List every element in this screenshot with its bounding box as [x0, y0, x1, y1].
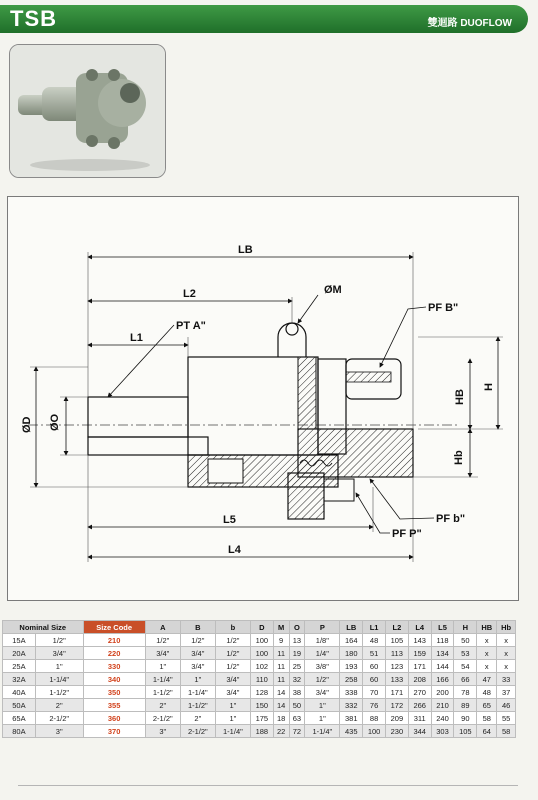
label-lb: LB	[238, 244, 253, 256]
table-cell: 37	[497, 686, 516, 699]
table-cell: 1/2"	[35, 634, 83, 647]
table-cell: 65A	[3, 712, 36, 725]
table-cell: 22	[273, 725, 289, 738]
table-cell: 11	[273, 647, 289, 660]
table-cell: 1/2"	[215, 647, 250, 660]
size-code-cell: 360	[83, 712, 145, 725]
table-cell: 65	[477, 699, 497, 712]
table-header-cell: L4	[408, 621, 431, 634]
table-cell: 3/4"	[215, 673, 250, 686]
table-cell: 18	[273, 712, 289, 725]
table-cell: 193	[340, 660, 363, 673]
table-cell: 209	[386, 712, 409, 725]
table-cell: 70	[363, 686, 386, 699]
table-cell: 1-1/4"	[145, 673, 180, 686]
label-d: ØD	[21, 416, 33, 433]
table-row	[3, 647, 516, 660]
size-code-cell: 350	[83, 686, 145, 699]
table-header-cell: HB	[477, 621, 497, 634]
table-cell: 1"	[180, 673, 215, 686]
table-cell: 1-1/4"	[215, 725, 250, 738]
rotary-joint-photo-icon	[10, 45, 165, 177]
table-cell: 175	[250, 712, 273, 725]
table-cell: 180	[340, 647, 363, 660]
table-row	[3, 634, 516, 647]
table-cell: 14	[273, 686, 289, 699]
table-cell: 9	[273, 634, 289, 647]
table-cell: 118	[431, 634, 454, 647]
label-pf-p: PF P"	[392, 528, 422, 540]
table-row	[3, 673, 516, 686]
table-cell: 60	[363, 660, 386, 673]
table-cell: 55	[497, 712, 516, 725]
table-cell: 58	[497, 725, 516, 738]
table-cell: 171	[386, 686, 409, 699]
table-cell: 105	[454, 725, 477, 738]
table-cell: 46	[497, 699, 516, 712]
table-cell: 80A	[3, 725, 36, 738]
spec-table-header	[3, 621, 516, 634]
table-cell: 2-1/2"	[35, 712, 83, 725]
table-cell: 1"	[215, 712, 250, 725]
table-cell: 270	[408, 686, 431, 699]
product-photo	[9, 44, 166, 178]
table-cell: 1"	[305, 699, 340, 712]
table-cell: 50	[454, 634, 477, 647]
table-cell: 102	[250, 660, 273, 673]
table-cell: 76	[363, 699, 386, 712]
label-pt-a: PT A"	[176, 320, 206, 332]
table-cell: 144	[431, 660, 454, 673]
label-l5: L5	[223, 514, 236, 526]
table-cell: 89	[454, 699, 477, 712]
label-hb-lower: Hb	[453, 450, 465, 465]
spec-table	[2, 620, 516, 738]
label-hb-upper: HB	[454, 389, 466, 405]
table-cell: 435	[340, 725, 363, 738]
table-cell: 40A	[3, 686, 36, 699]
table-cell: 3"	[35, 725, 83, 738]
table-cell: 90	[454, 712, 477, 725]
technical-drawing	[7, 196, 519, 601]
table-cell: 14	[273, 699, 289, 712]
table-cell: 110	[250, 673, 273, 686]
table-cell: 54	[454, 660, 477, 673]
table-cell: 19	[289, 647, 305, 660]
table-header-cell: A	[145, 621, 180, 634]
table-cell: 100	[363, 725, 386, 738]
table-cell: 266	[408, 699, 431, 712]
table-cell: 3/4"	[180, 647, 215, 660]
table-cell: 1/2"	[180, 634, 215, 647]
table-cell: 1-1/2"	[180, 699, 215, 712]
table-cell: 60	[363, 673, 386, 686]
table-header-cell: P	[305, 621, 340, 634]
table-cell: 3/8"	[305, 660, 340, 673]
table-cell: x	[497, 647, 516, 660]
label-h: H	[483, 383, 495, 391]
size-code-cell: 340	[83, 673, 145, 686]
table-cell: 63	[289, 712, 305, 725]
table-row	[3, 686, 516, 699]
table-cell: 150	[250, 699, 273, 712]
table-cell: 1/4"	[305, 647, 340, 660]
table-cell: 1/2"	[145, 634, 180, 647]
table-cell: 25	[289, 660, 305, 673]
table-cell: 208	[408, 673, 431, 686]
table-cell: x	[497, 660, 516, 673]
label-l1: L1	[130, 332, 143, 344]
table-cell: 128	[250, 686, 273, 699]
table-header-cell: Hb	[497, 621, 516, 634]
table-cell: 25A	[3, 660, 36, 673]
table-cell: 171	[408, 660, 431, 673]
table-cell: 2"	[180, 712, 215, 725]
label-l2: L2	[183, 288, 196, 300]
table-cell: 1-1/4"	[305, 725, 340, 738]
table-cell: 53	[454, 647, 477, 660]
table-cell: 50A	[3, 699, 36, 712]
table-cell: 13	[289, 634, 305, 647]
table-cell: 303	[431, 725, 454, 738]
table-cell: 258	[340, 673, 363, 686]
table-cell: x	[477, 660, 497, 673]
spec-table-body	[3, 634, 516, 738]
label-o: ØO	[49, 413, 61, 431]
table-row	[3, 660, 516, 673]
table-cell: 240	[431, 712, 454, 725]
table-cell: x	[477, 634, 497, 647]
table-cell: 172	[386, 699, 409, 712]
table-cell: 143	[408, 634, 431, 647]
table-cell: 230	[386, 725, 409, 738]
table-cell: 1"	[35, 660, 83, 673]
table-cell: 100	[250, 647, 273, 660]
table-cell: 200	[431, 686, 454, 699]
table-cell: 3/4"	[215, 686, 250, 699]
size-code-cell: 330	[83, 660, 145, 673]
table-cell: 48	[363, 634, 386, 647]
table-row	[3, 725, 516, 738]
table-cell: 1"	[215, 699, 250, 712]
label-pf-b-small: PF b"	[436, 513, 466, 525]
table-cell: 2"	[35, 699, 83, 712]
size-code-cell: 220	[83, 647, 145, 660]
table-cell: 381	[340, 712, 363, 725]
size-code-cell: 370	[83, 725, 145, 738]
table-header-cell: D	[250, 621, 273, 634]
table-header-cell: M	[273, 621, 289, 634]
table-cell: 188	[250, 725, 273, 738]
header-bar	[0, 5, 528, 33]
table-cell: 133	[386, 673, 409, 686]
table-cell: 123	[386, 660, 409, 673]
table-cell: 48	[477, 686, 497, 699]
table-cell: 50	[289, 699, 305, 712]
table-header-cell: O	[289, 621, 305, 634]
label-l4: L4	[228, 544, 241, 556]
table-header-cell: b	[215, 621, 250, 634]
table-cell: 159	[408, 647, 431, 660]
table-cell: 1-1/2"	[145, 686, 180, 699]
table-cell: 2"	[145, 699, 180, 712]
table-cell: 1-1/2"	[35, 686, 83, 699]
table-cell: 113	[386, 647, 409, 660]
table-cell: 338	[340, 686, 363, 699]
table-cell: 3/4"	[145, 647, 180, 660]
table-cell: 1/2"	[215, 660, 250, 673]
table-cell: 1"	[145, 660, 180, 673]
table-cell: 3"	[145, 725, 180, 738]
table-cell: 3/4"	[305, 686, 340, 699]
label-m: ØM	[324, 284, 342, 296]
table-cell: 311	[408, 712, 431, 725]
footer-divider	[18, 785, 518, 786]
table-cell: 1/2"	[305, 673, 340, 686]
table-header-cell: B	[180, 621, 215, 634]
table-header-cell: Nominal Size	[3, 621, 84, 634]
table-cell: 210	[431, 699, 454, 712]
table-cell: 78	[454, 686, 477, 699]
table-cell: 15A	[3, 634, 36, 647]
table-cell: 58	[477, 712, 497, 725]
label-pf-b: PF B"	[428, 302, 459, 314]
table-cell: 100	[250, 634, 273, 647]
table-cell: 1/2"	[215, 634, 250, 647]
table-cell: 88	[363, 712, 386, 725]
table-header-cell: L1	[363, 621, 386, 634]
table-header-cell: L5	[431, 621, 454, 634]
table-cell: 11	[273, 673, 289, 686]
table-cell: 64	[477, 725, 497, 738]
table-row	[3, 712, 516, 725]
table-cell: 2-1/2"	[180, 725, 215, 738]
table-cell: 32A	[3, 673, 36, 686]
table-cell: 1"	[305, 712, 340, 725]
table-row	[3, 699, 516, 712]
table-cell: 3/4"	[35, 647, 83, 660]
table-header-cell: L2	[386, 621, 409, 634]
table-cell: 32	[289, 673, 305, 686]
page-subtitle: 雙迴路 DUOFLOW	[427, 18, 512, 29]
table-cell: x	[477, 647, 497, 660]
table-cell: x	[497, 634, 516, 647]
table-header-cell: Size Code	[83, 621, 145, 634]
size-code-cell: 355	[83, 699, 145, 712]
size-code-cell: 210	[83, 634, 145, 647]
table-cell: 11	[273, 660, 289, 673]
table-cell: 1/8"	[305, 634, 340, 647]
table-cell: 344	[408, 725, 431, 738]
table-cell: 166	[431, 673, 454, 686]
table-cell: 20A	[3, 647, 36, 660]
table-cell: 105	[386, 634, 409, 647]
table-cell: 164	[340, 634, 363, 647]
table-cell: 3/4"	[180, 660, 215, 673]
table-header-cell: H	[454, 621, 477, 634]
table-cell: 2-1/2"	[145, 712, 180, 725]
table-cell: 66	[454, 673, 477, 686]
table-cell: 332	[340, 699, 363, 712]
table-cell: 72	[289, 725, 305, 738]
table-cell: 33	[497, 673, 516, 686]
table-cell: 1-1/4"	[180, 686, 215, 699]
table-cell: 38	[289, 686, 305, 699]
page-title: TSB	[10, 6, 57, 31]
table-header-cell: LB	[340, 621, 363, 634]
table-cell: 51	[363, 647, 386, 660]
table-cell: 1-1/4"	[35, 673, 83, 686]
table-cell: 47	[477, 673, 497, 686]
table-cell: 134	[431, 647, 454, 660]
